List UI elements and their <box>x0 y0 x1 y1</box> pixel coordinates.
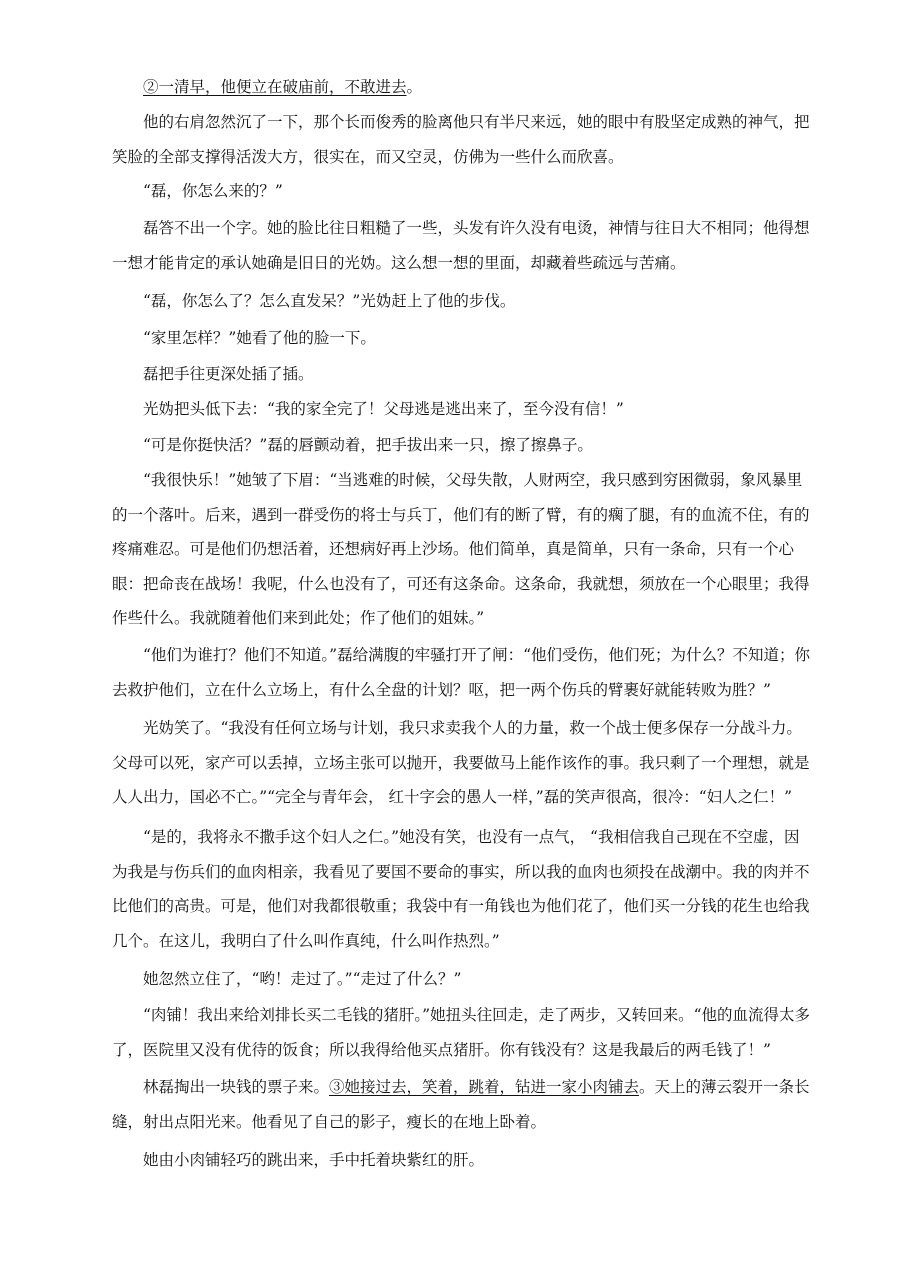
paragraph: 林磊掏出一块钱的票子来。③她接过去，笑着，跳着，钻进一家小肉铺去。天上的薄云裂开一条长缝，射出点阳光来。他看见了自己的影子，瘦长的在地上卧着。 <box>112 1078 810 1131</box>
paragraph: “肉铺！我出来给刘排长买二毛钱的猪肝。”她扭头往回走，走了两步，又转回来。“他的血流得太多了，医院里又没有优待的饭食；所以我得给他买点猪肝。你有钱没有？这是我最后的两毛钱了！” <box>112 1006 811 1059</box>
paragraph: 磊答不出一个字。她的脸比往日粗糙了一些，头发有许久没有电烫，神情与往日大不相同；他得想一想才能肯定的承认她确是旧日的光妫。这么想一想的里面，却藏着些疏远与苦痛。 <box>112 219 810 272</box>
paragraph: 磊把手往更深处插了插。 <box>143 365 314 383</box>
paragraph: 她由小肉铺轻巧的跳出来，手中托着块紫红的肝。 <box>143 1151 485 1169</box>
paragraph: 光妫把头低下去：“我的家全完了！父母逃是逃出来了，至今没有信！” <box>143 400 624 418</box>
paragraph: “是的，我将永不撒手这个妇人之仁。”她没有笑，也没有一点气， “我相信我自己现在不空虚，因为我是与伤兵们的血肉相亲，我看见了要国不要命的事实，所以我的血肉也须投在战潮中。我的肉并不比他们的高贵。可是，他们对我都很敬重；我袋中有一角钱也为他们花了，他们买一分钱的花生也给我几个。在这儿，我明白了什么叫作真纯，什么叫作热烈。” <box>112 828 810 950</box>
paragraph: “他们为谁打？他们不知道。”磊给满腹的牢骚打开了闸：“他们受伤，他们死；为什么？不知道；你去救护他们，立在什么立场上，有什么全盘的计划？呕，把一两个伤兵的臂裹好就能转败为胜？” <box>112 646 811 699</box>
paragraph: “可是你挺快活？”磊的唇颤动着，把手拔出来一只，擦了擦鼻子。 <box>143 436 593 454</box>
paragraph: 她忽然立住了，“哟！走过了。”“走过了什么？” <box>143 970 462 988</box>
paragraph: “家里怎样？”她看了他的脸一下。 <box>143 329 376 347</box>
underlined-sentence: ③她接过去，笑着，跳着，钻进一家小肉铺去 <box>329 1078 640 1096</box>
paragraph: “磊，你怎么了？怎么直发呆？”光妫赶上了他的步伐。 <box>143 292 516 310</box>
paragraph: 他的右肩忽然沉了一下，那个长而俊秀的脸离他只有半尺来远，她的眼中有股坚定成熟的神气，把笑脸的全部支撑得活泼大方，很实在，而又空灵，仿佛为一些什么而欣喜。 <box>112 113 810 166</box>
paragraph: ②一清早，他便立在破庙前，不敢进去。 <box>143 78 423 96</box>
underlined-sentence: ②一清早，他便立在破庙前，不敢进去 <box>143 78 407 96</box>
paragraph: 光妫笑了。“我没有任何立场与计划，我只求卖我个人的力量，救一个战士便多保存一分战斗力。父母可以死，家产可以丢掉，立场主张可以抛开，我要做马上能作该作的事。我只剩了一个理想，就是人人出力，国必不亡。”“完全与青年会， 红十字会的愚人一样，”磊的笑声很高，很冷：“妇人之仁！” <box>112 719 810 806</box>
paragraph: “磊，你怎么来的？” <box>143 182 283 200</box>
paragraph: “我很快乐！”她皱了下眉：“当逃难的时候，父母失散，人财两空，我只感到穷困微弱，象风暴里的一个落叶。后来，遇到一群受伤的将士与兵丁，他们有的断了臂，有的瘸了腿，有的血流不住，有的疼痛难忍。可是他们仍想活着，还想病好再上沙场。他们简单，真是简单，只有一条命，只有一个心眼：把命丧在战场！我呢，什么也没有了，可还有这条命。这条命，我就想，须放在一个心眼里；我得作些什么。我就随着他们来到此处；作了他们的姐妹。” <box>112 471 810 627</box>
